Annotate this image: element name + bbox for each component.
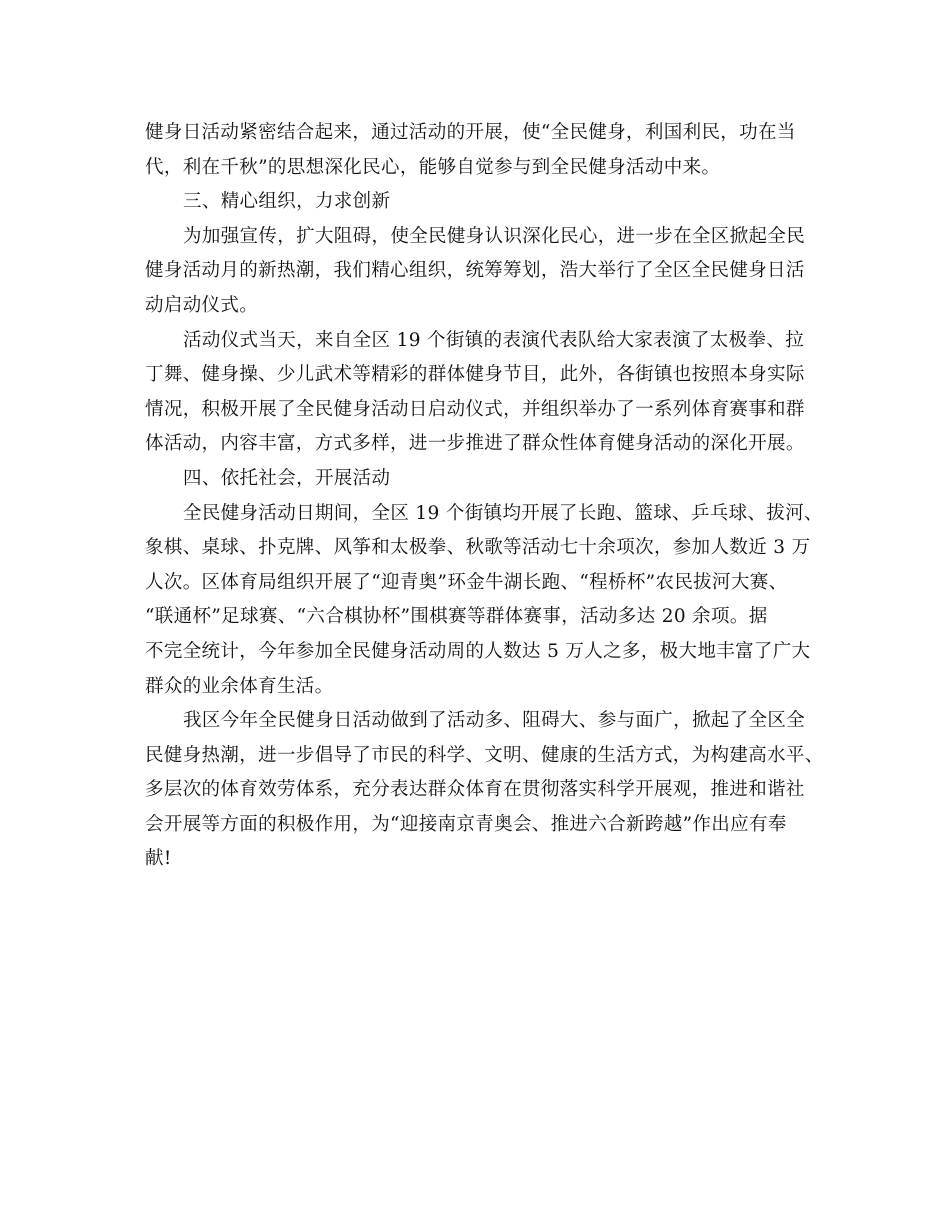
paragraph-line: 民健身热潮，进一步倡导了市民的科学、文明、健康的生活方式，为构建高水平、 <box>145 744 824 766</box>
paragraph-line: 丁舞、健身操、少儿武术等精彩的群体健身节目，此外，各街镇也按照本身实际 <box>145 364 805 386</box>
paragraph-line: 献! <box>145 848 172 870</box>
paragraph-line: 群众的业余体育生活。 <box>145 675 334 697</box>
paragraph-line: 活动仪式当天，来自全区 19 个街镇的表演代表队给大家表演了太极拳、拉 <box>183 329 805 351</box>
section-heading: 四、依托社会，开展活动 <box>183 467 391 489</box>
paragraph-line: 代，利在千秋”的思想深化民心，能够自觉参与到全民健身活动中来。 <box>145 156 721 178</box>
paragraph-line: 人次。区体育局组织开展了“迎青奥”环金牛湖长跑、“程桥杯”农民拔河大赛、 <box>145 571 788 593</box>
document-body <box>145 116 824 877</box>
paragraph-line: 不完全统计，今年参加全民健身活动周的人数达 5 万人之多，极大地丰富了广大 <box>145 640 811 662</box>
paragraph-line: 会开展等方面的积极作用，为“迎接南京青奥会、推进六合新跨越”作出应有奉 <box>145 813 787 835</box>
paragraph-line: 象棋、桌球、扑克牌、风筝和太极拳、秋歌等活动七十余项次，参加人数近 3 万 <box>145 537 811 559</box>
paragraph-line: 为加强宣传，扩大阻碍，使全民健身认识深化民心，进一步在全区掀起全民 <box>183 225 806 247</box>
paragraph-line: 动启动仪式。 <box>145 294 259 316</box>
paragraph-line: 健身活动月的新热潮，我们精心组织，统筹筹划，浩大举行了全区全民健身日活 <box>145 260 805 282</box>
section-heading: 三、精心组织，力求创新 <box>183 191 391 213</box>
paragraph-line: 多层次的体育效劳体系，充分表达群众体育在贯彻落实科学开展观，推进和谐社 <box>145 779 805 801</box>
paragraph-line: 体活动，内容丰富，方式多样，进一步推进了群众性体育健身活动的深化开展。 <box>145 433 805 455</box>
paragraph-line: 情况，积极开展了全民健身活动日启动仪式，并组织举办了一系列体育赛事和群 <box>145 398 805 420</box>
paragraph-line: 我区今年全民健身日活动做到了活动多、阻碍大、参与面广，掀起了全区全 <box>183 710 806 732</box>
paragraph-line: 健身日活动紧密结合起来，通过活动的开展，使“全民健身，利国利民，功在当 <box>145 122 796 143</box>
paragraph-line: 全民健身活动日期间，全区 19 个街镇均开展了长跑、篮球、乒乓球、拔河、 <box>183 502 823 524</box>
paragraph-line: “联通杯”足球赛、“六合棋协杯”围棋赛等群体赛事，活动多达 20 余项。据 <box>145 606 768 628</box>
